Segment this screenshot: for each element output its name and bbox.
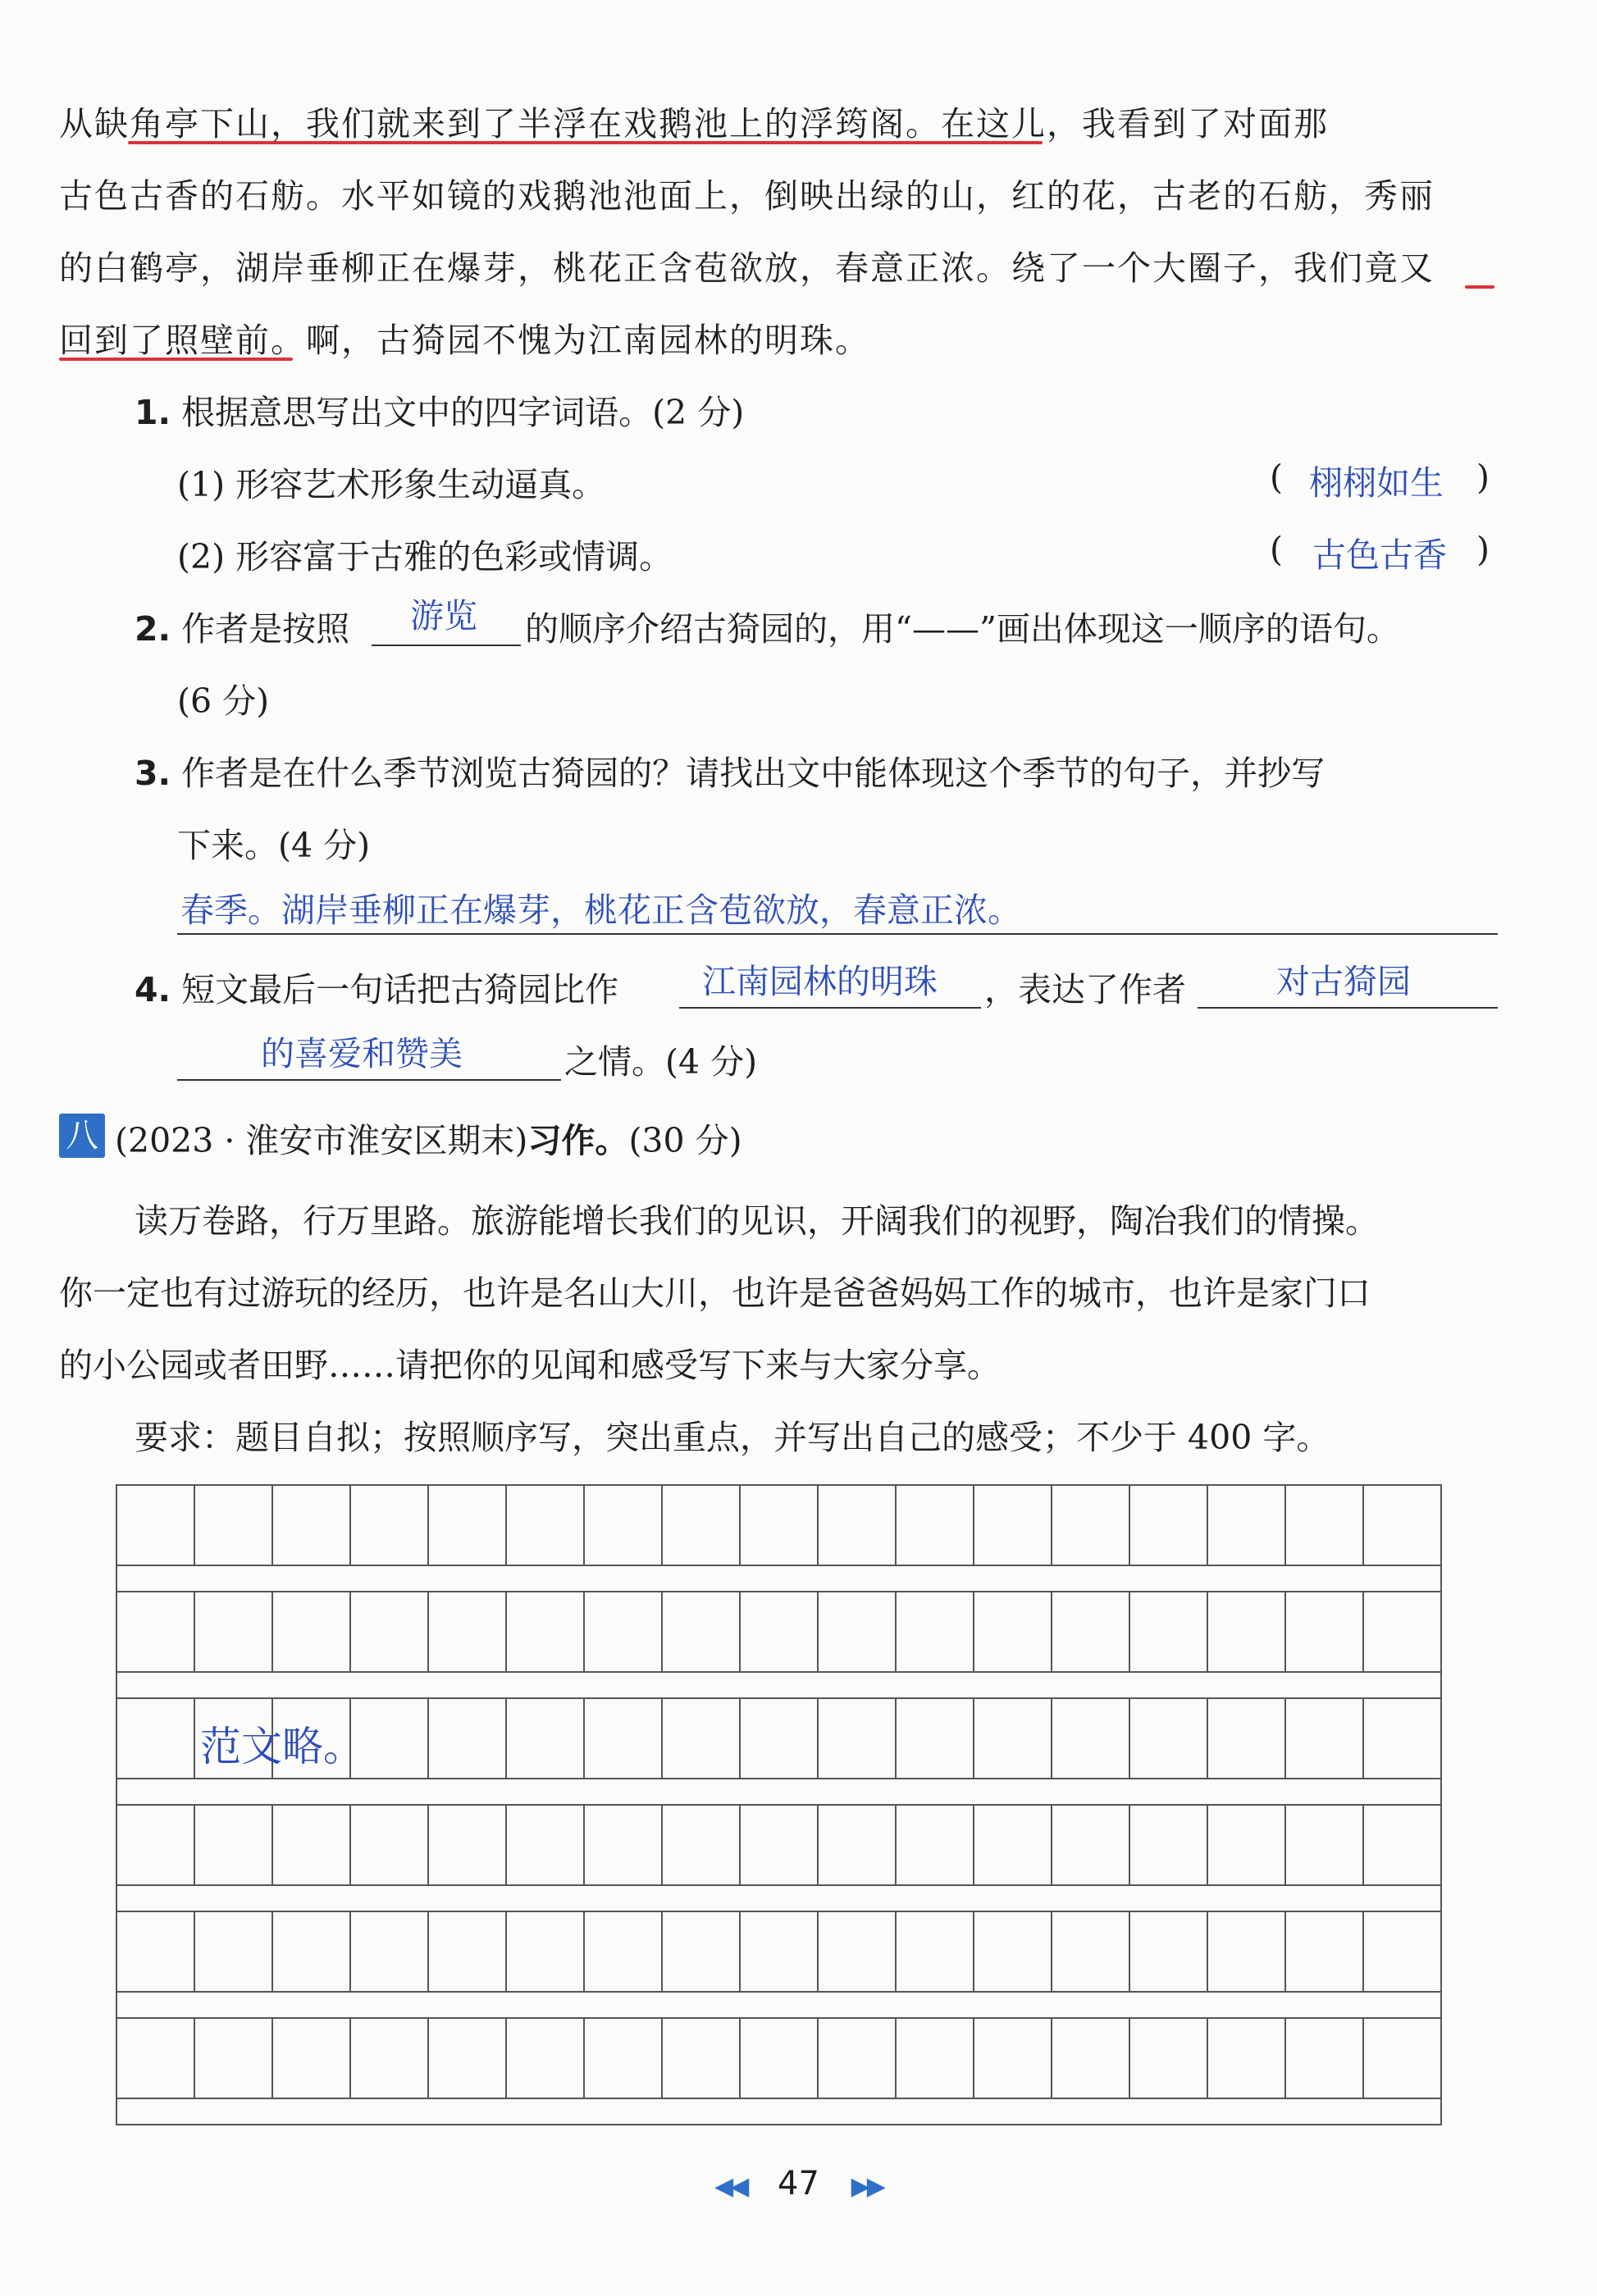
grid-cell xyxy=(897,1592,974,1671)
grid-cell xyxy=(585,1486,663,1565)
grid-cell xyxy=(741,1806,819,1884)
grid-cell xyxy=(741,2019,819,2098)
grid-cell xyxy=(507,2019,585,2098)
grid-spacer xyxy=(116,1779,1442,1804)
grid-cell xyxy=(741,1592,819,1671)
red-underline-3 xyxy=(59,358,293,361)
section-8-score: (30 分) xyxy=(628,1121,742,1160)
grid-cell xyxy=(1208,1699,1286,1778)
question-2-score: (6 分) xyxy=(177,681,270,721)
grid-cell xyxy=(507,1912,585,1991)
question-2-before: 作者是按照 xyxy=(181,609,350,649)
grid-cell xyxy=(1208,1912,1286,1991)
question-4-number: 4. xyxy=(135,970,171,1009)
red-underline-2 xyxy=(1465,285,1494,289)
grid-cell xyxy=(429,1912,507,1991)
grid-cell xyxy=(663,1699,741,1778)
grid-cell xyxy=(741,1912,819,1991)
grid-cell xyxy=(507,1486,585,1565)
grid-cell xyxy=(507,1806,585,1884)
grid-cell xyxy=(974,1486,1052,1565)
grid-cell xyxy=(429,1699,507,1778)
question-4-after: 之情。(4 分) xyxy=(564,1042,758,1082)
grid-cell xyxy=(1286,1912,1364,1991)
sample-answer-note: 范文略。 xyxy=(200,1723,364,1770)
grid-spacer xyxy=(116,1886,1442,1911)
grid-cell xyxy=(1052,2019,1130,2098)
question-3-text: 作者是在什么季节浏览古猗园的？请找出文中能体现这个季节的句子，并抄写 xyxy=(181,754,1326,793)
grid-cell xyxy=(1286,1699,1364,1778)
grid-row xyxy=(116,1591,1442,1673)
grid-cell xyxy=(974,1699,1052,1778)
section-8-requirement: 要求：题目自拟；按照顺序写，突出重点，并写出自己的感受；不少于 400 字。 xyxy=(135,1418,1330,1457)
grid-cell xyxy=(429,1806,507,1884)
grid-cell xyxy=(1130,2019,1208,2098)
grid-spacer xyxy=(116,2099,1442,2125)
grid-cell xyxy=(1130,1592,1208,1671)
question-1-sub2: (2) 形容富于古雅的色彩或情调。 xyxy=(177,537,673,576)
grid-cell xyxy=(195,1806,273,1884)
grid-cell xyxy=(663,1486,741,1565)
grid-cell xyxy=(1286,2019,1364,2098)
grid-cell xyxy=(897,1699,974,1778)
grid-cell xyxy=(585,1806,663,1884)
grid-cell xyxy=(429,2019,507,2098)
section-8-source: (2023 · 淮安市淮安区期末) xyxy=(115,1121,528,1160)
grid-cell xyxy=(1208,2019,1286,2098)
question-1-number: 1. xyxy=(135,393,171,432)
grid-cell xyxy=(741,1486,819,1565)
grid-cell xyxy=(273,1912,351,1991)
grid-cell xyxy=(195,1592,273,1671)
grid-cell xyxy=(1052,1592,1130,1671)
grid-cell xyxy=(195,2019,273,2098)
grid-cell xyxy=(1052,1486,1130,1565)
grid-cell xyxy=(1286,1486,1364,1565)
sub1-paren-close: ) xyxy=(1476,458,1490,497)
grid-cell xyxy=(585,1699,663,1778)
question-4-start xyxy=(135,963,618,1011)
sub1-paren-open: ( xyxy=(1270,458,1283,497)
question-4-answer-1: 江南园林的明珠 xyxy=(702,962,938,1001)
grid-cell xyxy=(1364,1486,1440,1565)
question-4-answer-2b: 的喜爱和赞美 xyxy=(261,1034,463,1073)
passage-line-4: 回到了照壁前。啊，古猗园不愧为江南园林的明珠。 xyxy=(59,321,870,360)
grid-cell xyxy=(507,1592,585,1671)
grid-cell xyxy=(1208,1806,1286,1884)
grid-cell xyxy=(351,1806,429,1884)
grid-cell xyxy=(663,2019,741,2098)
question-4-before: 短文最后一句话把古猗园比作 xyxy=(181,970,619,1009)
question-2-number: 2. xyxy=(135,609,171,649)
grid-cell xyxy=(663,1592,741,1671)
grid-cell xyxy=(819,1592,897,1671)
sub2-answer: 古色古香 xyxy=(1312,535,1447,575)
question-2-start xyxy=(135,602,349,650)
question-4-answer-2a: 对古猗园 xyxy=(1276,962,1411,1001)
grid-cell xyxy=(1364,1806,1440,1884)
red-underline-1 xyxy=(128,141,1043,144)
sub1-answer: 栩栩如生 xyxy=(1309,463,1444,503)
grid-cell xyxy=(195,1486,273,1565)
passage-line-1: 从缺角亭下山，我们就来到了半浮在戏鹅池上的浮筠阁。在这儿，我看到了对面那 xyxy=(59,104,1329,144)
section-8-badge: 八 xyxy=(59,1114,105,1158)
question-3-answer: 春季。湖岸垂柳正在爆芽，桃花正含苞欲放，春意正浓。 xyxy=(180,891,1021,930)
grid-cell xyxy=(351,1486,429,1565)
question-1-text: 根据意思写出文中的四字词语。(2 分) xyxy=(181,393,745,432)
grid-cell xyxy=(1052,1699,1130,1778)
section-8-para-1: 读万卷路，行万里路。旅游能增长我们的见识，开阔我们的视野，陶冶我们的情操。 xyxy=(135,1201,1379,1241)
grid-cell xyxy=(819,1806,897,1884)
grid-cell xyxy=(117,2019,195,2098)
grid-cell xyxy=(819,1699,897,1778)
grid-cell xyxy=(273,2019,351,2098)
writing-grid xyxy=(116,1484,1442,2125)
grid-cell xyxy=(507,1699,585,1778)
grid-cell xyxy=(429,1486,507,1565)
grid-cell xyxy=(1052,1912,1130,1991)
sub2-paren-close: ) xyxy=(1476,530,1490,569)
grid-row xyxy=(116,1804,1442,1886)
grid-cell xyxy=(117,1699,195,1778)
grid-row xyxy=(116,2017,1442,2099)
question-3-number: 3. xyxy=(135,754,171,793)
grid-cell xyxy=(1130,1699,1208,1778)
grid-cell xyxy=(351,1592,429,1671)
passage-line-2: 古色古香的石舫。水平如镜的戏鹅池池面上，倒映出绿的山，红的花，古老的石舫，秀丽 xyxy=(59,176,1435,216)
grid-row xyxy=(116,1484,1442,1566)
page-number: 47 xyxy=(778,2165,819,2203)
grid-cell xyxy=(974,1912,1052,1991)
grid-cell xyxy=(117,1592,195,1671)
grid-cell xyxy=(897,1486,974,1565)
grid-spacer xyxy=(116,1993,1442,2017)
section-8-title xyxy=(115,1114,742,1162)
grid-cell xyxy=(117,1806,195,1884)
grid-cell xyxy=(273,1592,351,1671)
grid-cell xyxy=(1286,1806,1364,1884)
grid-cell xyxy=(585,1912,663,1991)
question-2-answer: 游览 xyxy=(410,596,477,636)
section-8-title-main: 习作。 xyxy=(527,1121,629,1160)
grid-cell xyxy=(1130,1806,1208,1884)
grid-cell xyxy=(897,1806,974,1884)
grid-cell xyxy=(351,2019,429,2098)
grid-cell xyxy=(273,1806,351,1884)
question-3 xyxy=(135,746,1325,795)
next-page-icon[interactable]: ▶▶ xyxy=(851,2172,883,2201)
question-3-text2: 下来。(4 分) xyxy=(177,826,371,865)
grid-cell xyxy=(1130,1486,1208,1565)
grid-cell xyxy=(1130,1912,1208,1991)
passage-line-3: 的白鹤亭，湖岸垂柳正在爆芽，桃花正含苞欲放，春意正浓。绕了一个大圈子，我们竟又 xyxy=(59,248,1435,288)
grid-cell xyxy=(1364,1699,1440,1778)
grid-cell xyxy=(974,1806,1052,1884)
grid-cell xyxy=(897,2019,974,2098)
grid-spacer xyxy=(116,1566,1442,1591)
prev-page-icon[interactable]: ◀◀ xyxy=(714,2172,746,2201)
grid-cell xyxy=(974,1592,1052,1671)
question-4-middle: ，表达了作者 xyxy=(984,970,1186,1009)
grid-cell xyxy=(1364,1912,1440,1991)
grid-cell xyxy=(819,1912,897,1991)
grid-cell xyxy=(819,1486,897,1565)
question-2-after: 的顺序介绍古猗园的，用“——”画出体现这一顺序的语句。 xyxy=(525,609,1400,649)
grid-cell xyxy=(351,1912,429,1991)
question-3-answer-line xyxy=(177,894,1498,935)
section-8-para-3: 的小公园或者田野……请把你的见闻和感受写下来与大家分享。 xyxy=(59,1346,1001,1385)
grid-row xyxy=(116,1911,1442,1993)
grid-cell xyxy=(585,1592,663,1671)
page-footer xyxy=(0,2165,1597,2203)
grid-cell xyxy=(1052,1806,1130,1884)
grid-cell xyxy=(1364,1592,1440,1671)
grid-cell xyxy=(117,1486,195,1565)
grid-cell xyxy=(741,1699,819,1778)
grid-cell xyxy=(429,1592,507,1671)
grid-cell xyxy=(1286,1592,1364,1671)
grid-spacer xyxy=(116,1673,1442,1697)
grid-cell xyxy=(273,1486,351,1565)
grid-cell xyxy=(1208,1592,1286,1671)
grid-cell xyxy=(585,2019,663,2098)
section-8-para-2: 你一定也有过游玩的经历，也许是名山大川，也许是爸爸妈妈工作的城市，也许是家门口 xyxy=(59,1273,1371,1313)
grid-cell xyxy=(1208,1486,1286,1565)
grid-cell xyxy=(819,2019,897,2098)
grid-cell xyxy=(974,2019,1052,2098)
question-1 xyxy=(135,385,744,434)
grid-cell xyxy=(663,1912,741,1991)
grid-cell xyxy=(897,1912,974,1991)
grid-cell xyxy=(195,1912,273,1991)
grid-cell xyxy=(663,1806,741,1884)
grid-cell xyxy=(1364,2019,1440,2098)
sub2-paren-open: ( xyxy=(1270,530,1283,569)
grid-cell xyxy=(117,1912,195,1991)
question-1-sub1: (1) 形容艺术形象生动逼真。 xyxy=(177,465,606,504)
